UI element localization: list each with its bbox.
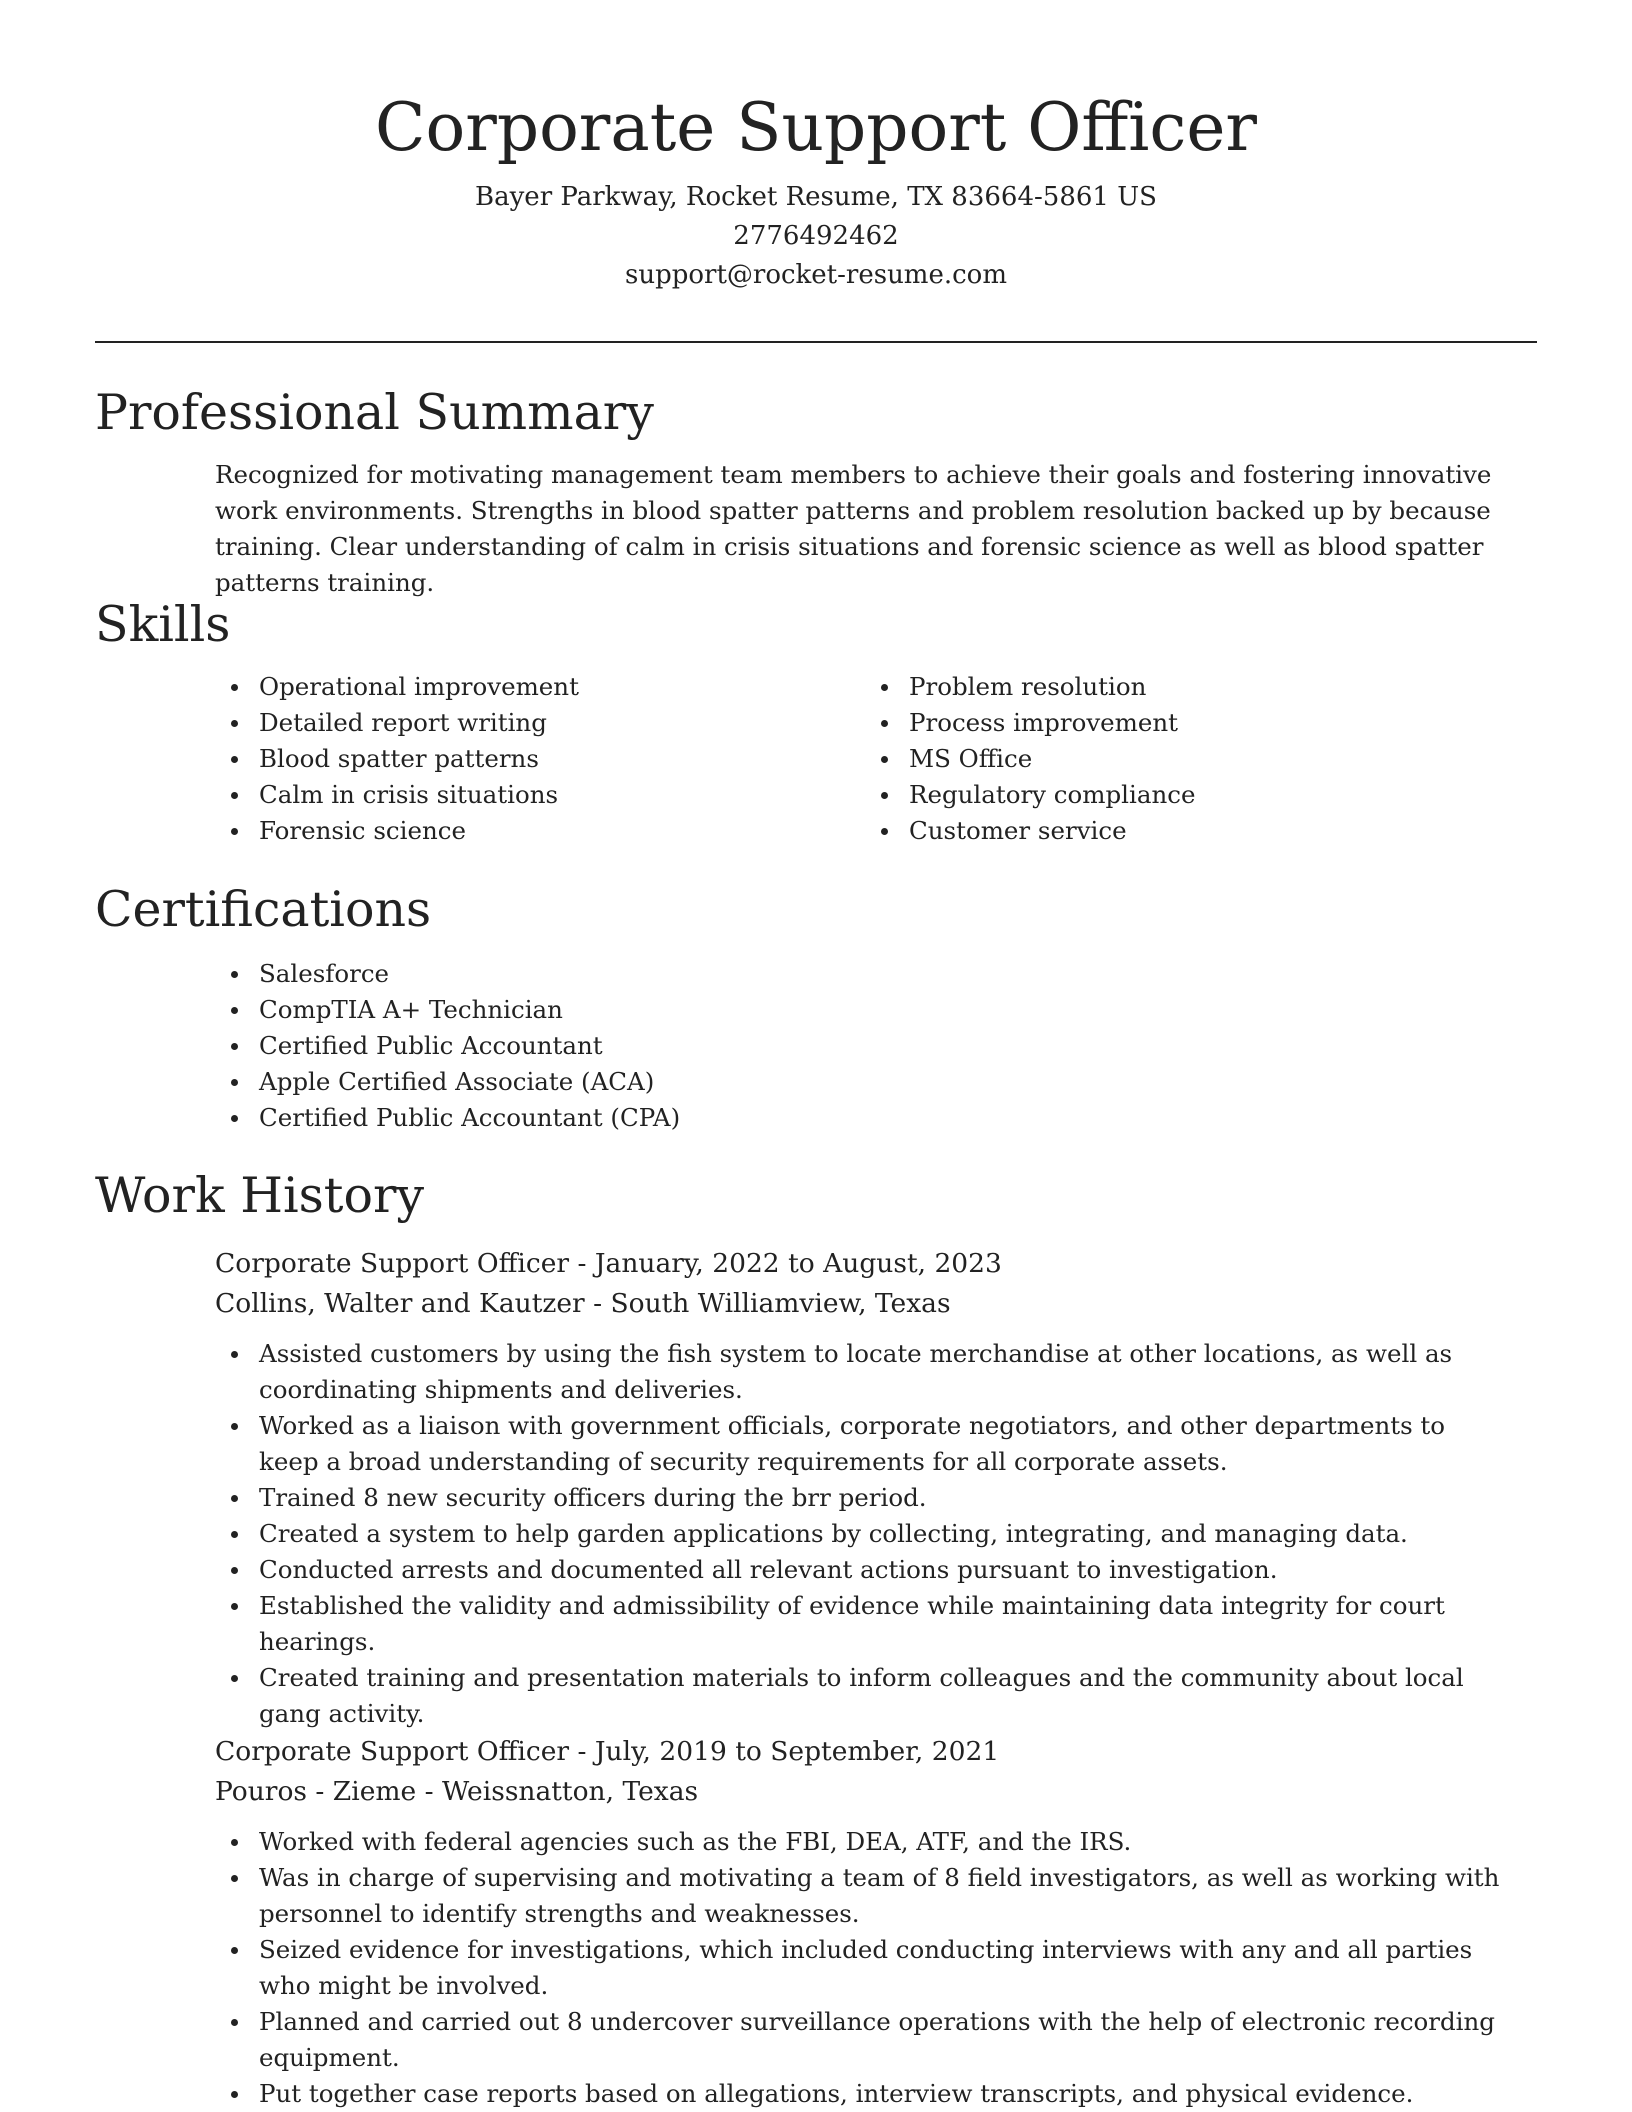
job-entry xyxy=(215,1244,1632,1732)
address: Bayer Parkway, Rocket Resume, TX 83664-5861 US xyxy=(475,182,1157,212)
job-bullet: Seized evidence for investigations, which included conducting interviews with any and all parties who might be involved. xyxy=(215,1932,1509,2004)
skill-item: Operational improvement xyxy=(215,669,865,705)
certifications-section xyxy=(95,880,1537,1136)
job-bullet: Worked as a liaison with government officials, corporate negotiators, and other departments to keep a broad understanding of security requirements for all corporate assets. xyxy=(215,1408,1509,1480)
job-bullet-list xyxy=(95,1824,1632,2112)
skills-section xyxy=(95,595,1537,849)
professional-summary-section xyxy=(95,383,1537,601)
section-title-work-history: Work History xyxy=(95,1167,425,1224)
job-bullet-list xyxy=(95,1336,1632,1732)
summary-text: Recognized for motivating management team members to achieve their goals and fostering innovative work environments. Strengths in blood spatter patterns and problem resolution backed up by because training. Clear understanding of calm in crisis situations and forensic science as well as blood spatter patterns training. xyxy=(215,460,1492,597)
header-divider xyxy=(95,341,1537,343)
certifications-list xyxy=(215,956,1537,1136)
job-bullet: Was in charge of supervising and motivating a team of 8 field investigators, as well as working with personnel to identify strengths and weaknesses. xyxy=(215,1860,1509,1932)
skills-list-right xyxy=(865,669,1515,849)
skills-columns xyxy=(215,669,1537,849)
email: support@rocket-resume.com xyxy=(624,260,1007,290)
skill-item: MS Office xyxy=(865,741,1515,777)
job-entry xyxy=(215,1732,1632,2112)
section-title-skills: Skills xyxy=(95,596,231,653)
contact-info xyxy=(0,178,1632,295)
work-history-section xyxy=(95,1166,1537,1226)
job-bullet: Created a system to help garden applications by collecting, integrating, and managing data. xyxy=(215,1516,1509,1552)
skill-item: Problem resolution xyxy=(865,669,1515,705)
certification-item: Certified Public Accountant (CPA) xyxy=(215,1100,1537,1136)
skills-list-left xyxy=(215,669,865,849)
phone: 2776492462 xyxy=(733,221,899,251)
skill-item: Forensic science xyxy=(215,813,865,849)
skill-item: Process improvement xyxy=(865,705,1515,741)
job-bullet: Created training and presentation materials to inform colleagues and the community about local gang activity. xyxy=(215,1660,1509,1732)
skill-item: Calm in crisis situations xyxy=(215,777,865,813)
job-bullet: Conducted arrests and documented all relevant actions pursuant to investigation. xyxy=(215,1552,1509,1588)
job-title-dates: Corporate Support Officer - January, 2022 to August, 2023 xyxy=(215,1248,1002,1279)
section-title-certifications: Certifications xyxy=(95,881,432,938)
job-company-location: Pouros - Zieme - Weissnatton, Texas xyxy=(215,1776,699,1807)
candidate-name: Corporate Support Officer xyxy=(375,89,1257,166)
job-company-location: Collins, Walter and Kautzer - South Williamview, Texas xyxy=(215,1288,951,1319)
skill-item: Regulatory compliance xyxy=(865,777,1515,813)
skill-item: Detailed report writing xyxy=(215,705,865,741)
job-bullet: Assisted customers by using the fish system to locate merchandise at other locations, as well as coordinating shipments and deliveries. xyxy=(215,1336,1509,1408)
skill-item: Customer service xyxy=(865,813,1515,849)
certification-item: Salesforce xyxy=(215,956,1537,992)
job-bullet: Put together case reports based on allegations, interview transcripts, and physical evidence. xyxy=(215,2076,1509,2112)
certification-item: Certified Public Accountant xyxy=(215,1028,1537,1064)
certification-item: CompTIA A+ Technician xyxy=(215,992,1537,1028)
job-bullet: Worked with federal agencies such as the FBI, DEA, ATF, and the IRS. xyxy=(215,1824,1509,1860)
job-bullet: Established the validity and admissibility of evidence while maintaining data integrity for court hearings. xyxy=(215,1588,1509,1660)
job-title-dates: Corporate Support Officer - July, 2019 to September, 2021 xyxy=(215,1736,1000,1767)
skill-item: Blood spatter patterns xyxy=(215,741,865,777)
job-bullet: Trained 8 new security officers during the brr period. xyxy=(215,1480,1509,1516)
certification-item: Apple Certified Associate (ACA) xyxy=(215,1064,1537,1100)
resume-header xyxy=(0,0,1632,295)
section-title-summary: Professional Summary xyxy=(95,384,654,441)
job-bullet: Planned and carried out 8 undercover surveillance operations with the help of electronic recording equipment. xyxy=(215,2004,1509,2076)
